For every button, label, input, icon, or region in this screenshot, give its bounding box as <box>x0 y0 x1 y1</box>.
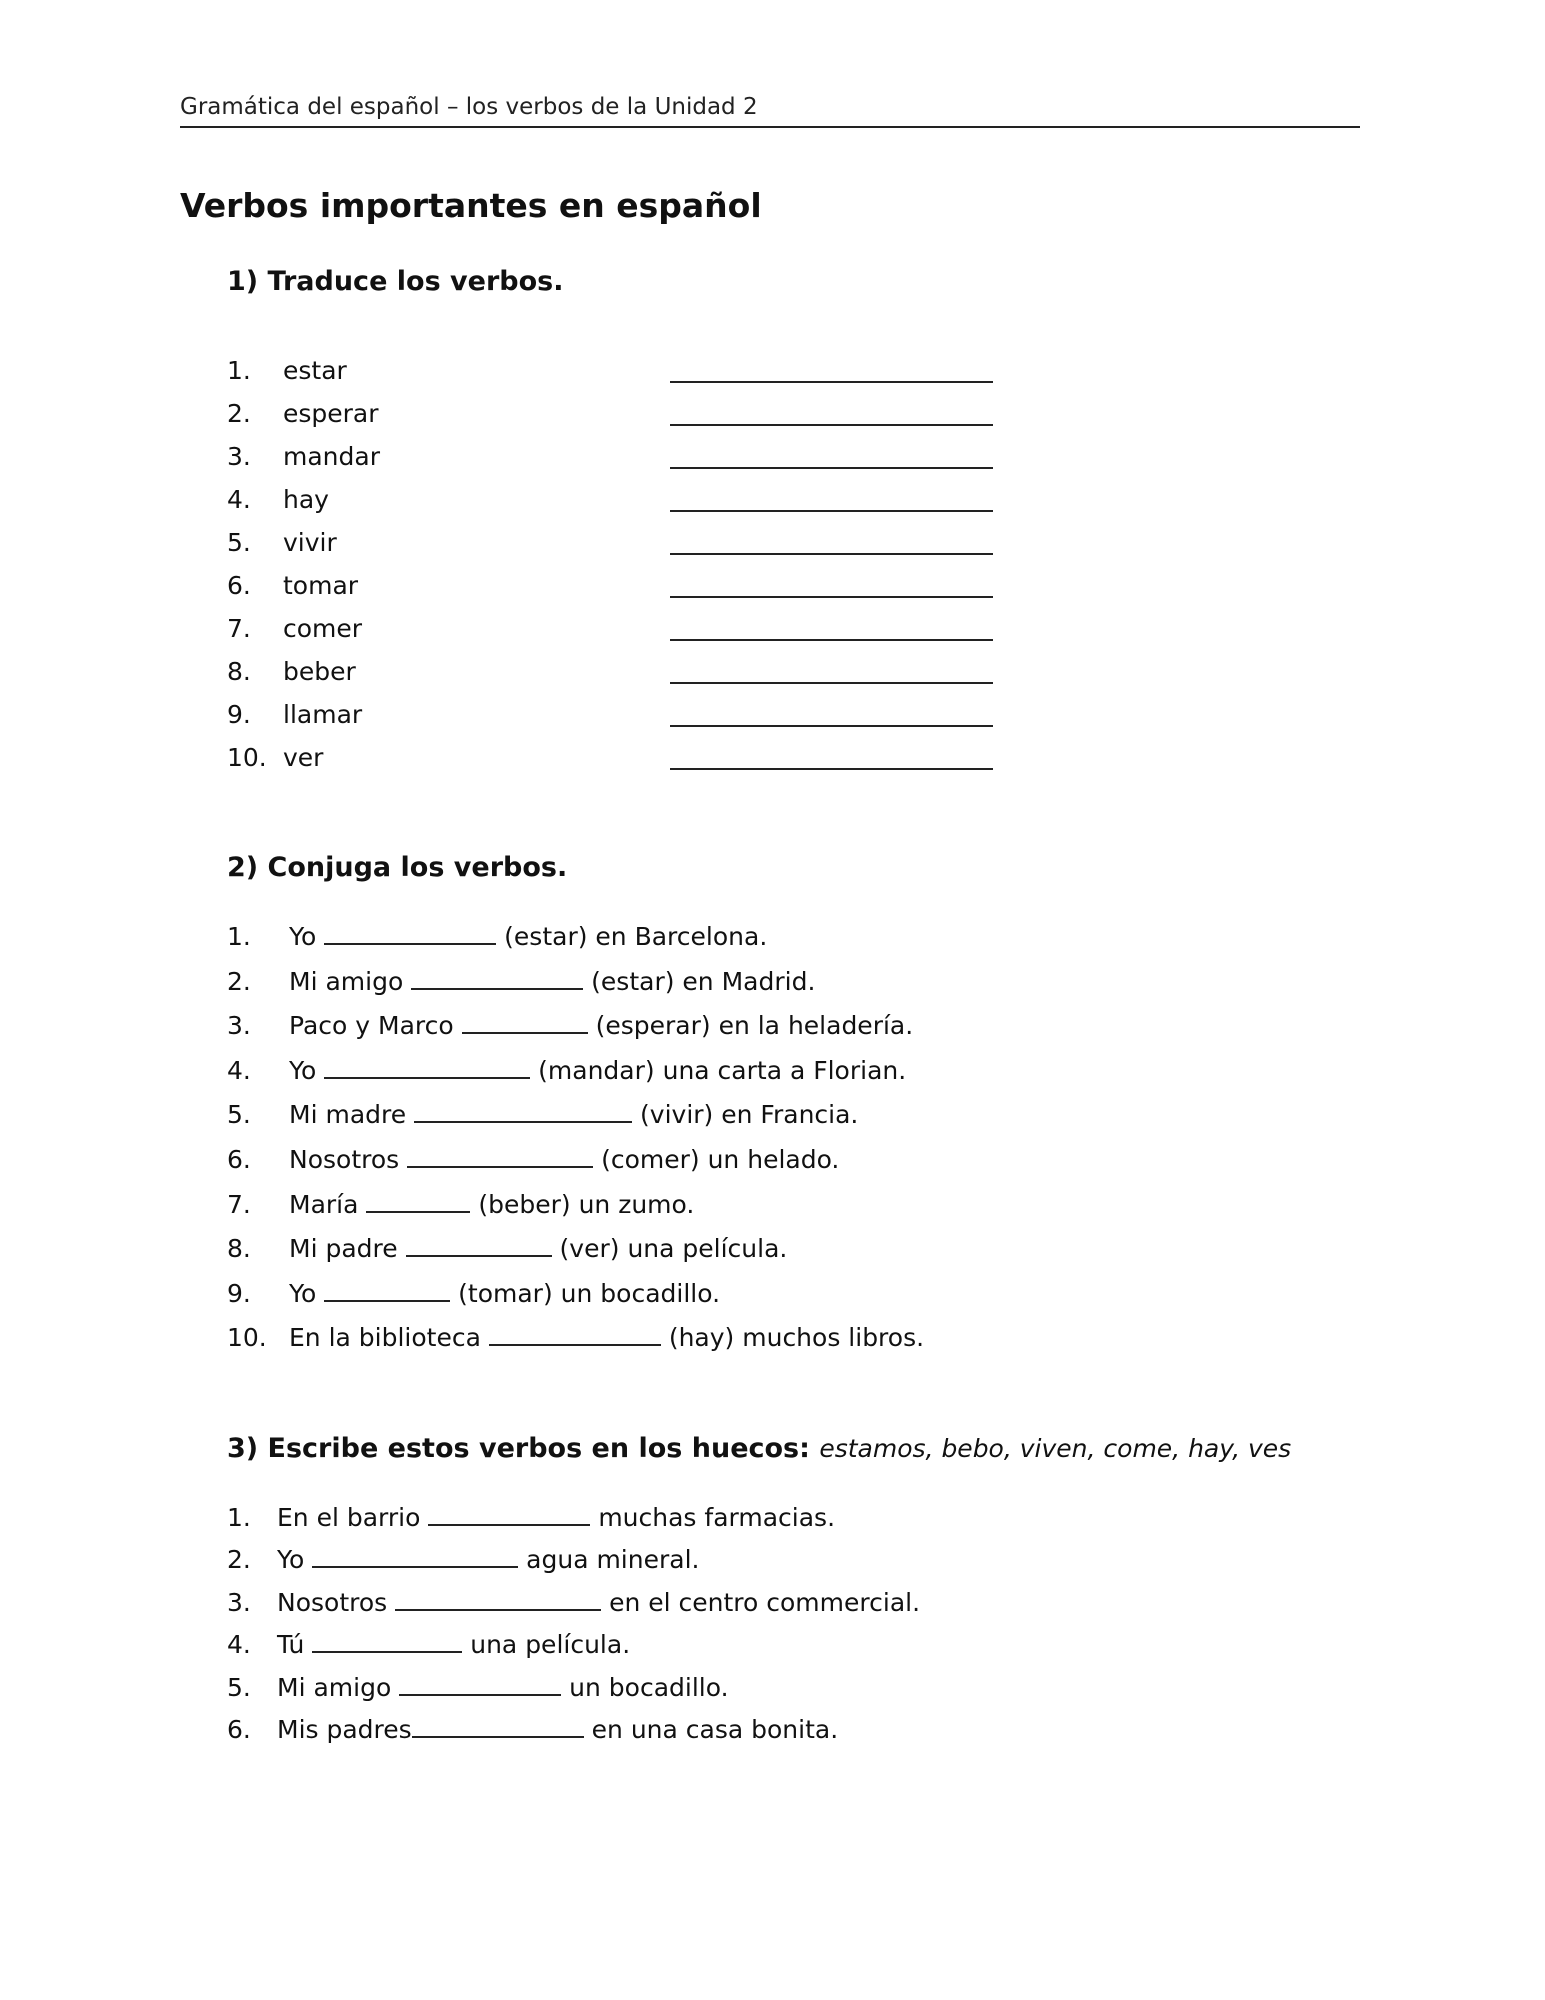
item-number: 4. <box>227 1055 251 1085</box>
answer-line[interactable] <box>670 596 993 598</box>
item-number: 5. <box>227 1100 251 1130</box>
sentence-end: (tomar) un bocadillo. <box>458 1278 721 1308</box>
item-number: 8. <box>227 1234 251 1264</box>
item-number: 1. <box>227 356 251 385</box>
section-2-heading: 2) Conjuga los verbos. <box>227 852 568 883</box>
sentence-end: (estar) en Madrid. <box>591 966 816 996</box>
item-number: 4. <box>227 1630 251 1660</box>
verb: comer <box>283 614 363 643</box>
sentence-start: Mi amigo <box>289 966 404 996</box>
item-number: 1. <box>227 1503 251 1532</box>
sentence-end: muchas farmacias. <box>598 1503 836 1532</box>
answer-line[interactable] <box>670 510 993 512</box>
header-text: Gramática del español – los verbos de la Unidad 2 <box>180 94 758 120</box>
answer-blank[interactable] <box>312 1539 518 1568</box>
sentence-end: (esperar) en la heladería. <box>595 1011 914 1041</box>
item-number: 9. <box>227 1278 251 1308</box>
section-3-heading-text: 3) Escribe estos verbos en los huecos: <box>227 1433 810 1464</box>
answer-blank[interactable] <box>462 1005 588 1034</box>
verb: mandar <box>283 442 380 471</box>
verb: estar <box>283 356 347 385</box>
item-number: 6. <box>227 1714 251 1744</box>
item-number: 10. <box>227 743 267 772</box>
sentence-start: Tú <box>277 1630 305 1660</box>
verb: beber <box>283 657 356 686</box>
answer-line[interactable] <box>670 725 993 727</box>
sentence-start: Nosotros <box>289 1144 400 1174</box>
sentence-start: En el barrio <box>277 1503 421 1532</box>
sentence-end: (mandar) una carta a Florian. <box>538 1055 907 1085</box>
page-title: Verbos importantes en español <box>180 186 762 225</box>
sentence-end: (beber) un zumo. <box>478 1189 695 1219</box>
word-bank: estamos, bebo, viven, come, hay, ves <box>819 1434 1292 1463</box>
answer-blank[interactable] <box>489 1317 661 1346</box>
item-number: 3. <box>227 1011 251 1041</box>
item-number: 5. <box>227 1672 251 1702</box>
sentence-end: (vivir) en Francia. <box>640 1100 859 1130</box>
sentence-end: en el centro commercial. <box>609 1587 921 1617</box>
item-number: 3. <box>227 442 251 471</box>
answer-blank[interactable] <box>324 1273 450 1302</box>
item-number: 8. <box>227 657 251 686</box>
answer-line[interactable] <box>670 553 993 555</box>
verb: tomar <box>283 571 359 600</box>
verb: hay <box>283 485 329 514</box>
section-3-heading <box>227 1429 1291 1469</box>
item-number: 4. <box>227 485 251 514</box>
sentence-start: Yo <box>277 1545 305 1575</box>
sentence-end: (hay) muchos libros. <box>668 1323 925 1353</box>
answer-blank[interactable] <box>406 1228 552 1257</box>
page-header <box>180 92 1360 128</box>
answer-blank[interactable] <box>312 1624 462 1653</box>
sentence-end: en una casa bonita. <box>591 1714 839 1744</box>
sentence-start: Paco y Marco <box>289 1011 454 1041</box>
sentence-start: En la biblioteca <box>289 1323 481 1353</box>
answer-blank[interactable] <box>399 1667 561 1696</box>
sentence-end: (estar) en Barcelona. <box>504 922 768 951</box>
verb: llamar <box>283 700 363 729</box>
item-number: 2. <box>227 399 251 428</box>
item-number: 7. <box>227 614 251 643</box>
verb: ver <box>283 743 324 772</box>
sentence-end: agua mineral. <box>526 1545 700 1575</box>
item-number: 9. <box>227 700 251 729</box>
sentence-start: Yo <box>289 1278 317 1308</box>
sentence-start: Yo <box>289 922 317 951</box>
sentence-start: Mi madre <box>289 1100 407 1130</box>
answer-blank[interactable] <box>414 1094 632 1123</box>
answer-blank[interactable] <box>395 1582 601 1611</box>
verb: vivir <box>283 528 337 557</box>
item-number: 10. <box>227 1323 267 1353</box>
item-number: 5. <box>227 528 251 557</box>
sentence-end: una película. <box>470 1630 631 1660</box>
sentence-end: (ver) una película. <box>559 1234 788 1264</box>
answer-blank[interactable] <box>428 1497 590 1526</box>
item-number: 3. <box>227 1587 251 1617</box>
sentence-start: Yo <box>289 1055 317 1085</box>
answer-blank[interactable] <box>407 1139 593 1168</box>
sentence-start: Mi padre <box>289 1234 398 1264</box>
answer-blank[interactable] <box>411 961 583 990</box>
answer-line[interactable] <box>670 467 993 469</box>
sentence-start: María <box>289 1189 359 1219</box>
item-number: 6. <box>227 571 251 600</box>
answer-line[interactable] <box>670 768 993 770</box>
item-number: 6. <box>227 1144 251 1174</box>
item-number: 7. <box>227 1189 251 1219</box>
answer-blank[interactable] <box>324 1050 530 1079</box>
sentence-start: Mi amigo <box>277 1672 392 1702</box>
answer-blank[interactable] <box>366 1184 470 1213</box>
item-number: 2. <box>227 1545 251 1575</box>
answer-line[interactable] <box>670 381 993 383</box>
verb: esperar <box>283 399 379 428</box>
sentence-start: Mis padres <box>277 1714 412 1744</box>
answer-blank[interactable] <box>324 916 496 945</box>
section-1-heading: 1) Traduce los verbos. <box>227 266 564 297</box>
answer-line[interactable] <box>670 682 993 684</box>
item-number: 1. <box>227 922 251 951</box>
answer-line[interactable] <box>670 424 993 426</box>
sentence-end: (comer) un helado. <box>601 1144 840 1174</box>
answer-line[interactable] <box>670 639 993 641</box>
sentence-end: un bocadillo. <box>569 1672 729 1702</box>
answer-blank[interactable] <box>412 1709 584 1738</box>
sentence-start: Nosotros <box>277 1587 388 1617</box>
item-number: 2. <box>227 966 251 996</box>
